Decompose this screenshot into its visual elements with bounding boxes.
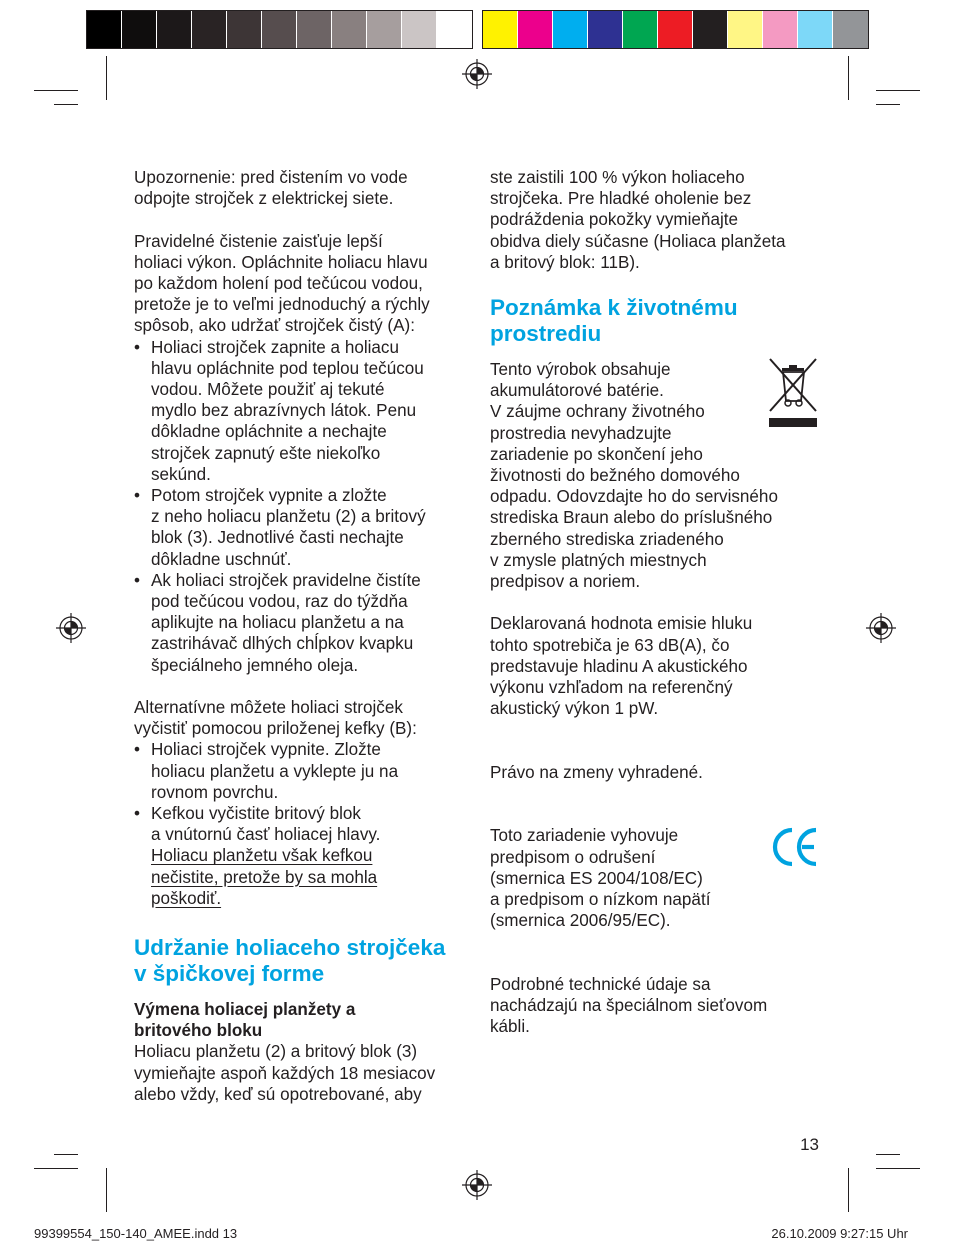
warning-text: Upozornenie: pred čistením vo vode odpojte strojček z elektrickej siete. <box>134 168 408 209</box>
color-swatch <box>87 11 122 48</box>
list-item: • Potom strojček vypnite a zložte z neho holiacu planžetu (2) a britový blok (3). Jednotlivé časti nechajte dôkladne uschnúť. <box>134 485 474 570</box>
color-swatch <box>658 11 693 48</box>
page-number: 13 <box>800 1135 819 1154</box>
registration-mark-icon <box>56 613 86 643</box>
color-swatch <box>693 11 728 48</box>
section-heading-maintenance: Udržanie holiaceho strojčeka v špičkovej forme <box>134 935 446 987</box>
rights-reserved-text: Právo na zmeny vyhradené. <box>490 762 703 782</box>
color-swatch <box>122 11 157 48</box>
color-swatch <box>833 11 868 48</box>
alternative-intro: Alternatívne môžete holiaci strojček vyčistiť pomocou priloženej kefky (B): <box>134 698 417 739</box>
color-swatch <box>332 11 367 48</box>
registration-mark-icon <box>462 1170 492 1200</box>
footer-timestamp: 26.10.2009 9:27:15 Uhr <box>771 1226 908 1241</box>
cleaning-intro: Pravidelné čistenie zaisťuje lepší holiaci výkon. Opláchnite holiacu hlavu po každom holení pod tečúcou vodou, pretože je to veľmi jednoduchý a rýchly spôsob, ako udržať strojček čistý (A): <box>134 231 430 336</box>
color-swatch <box>367 11 402 48</box>
list-item: • Holiaci strojček zapnite a holiacu hlavu opláchnite pod teplou tečúcou vodou. Môžete použiť aj tekuté mydlo bez abrazívnych látok. Penu dôkladne opláchnite a nechajte strojček zapnutý ešte niekoľko sekúnd. <box>134 337 474 485</box>
registration-mark-icon <box>866 613 896 643</box>
replacement-text: Holiacu planžetu (2) a britový blok (3) vymieňajte aspoň každých 18 mesiacov alebo vždy, keď sú opotrebované, aby <box>134 1042 436 1104</box>
color-swatch <box>763 11 798 48</box>
compliance-text: Toto zariadenie vyhovuje predpisom o odrušení (smernica ES 2004/108/EC) a predpisom o nízkom napätí (smernica 2006/95/EC). <box>490 826 711 931</box>
underlined-warning: Holiacu planžetu však kefkou <box>151 846 373 866</box>
footer-file-info: 99399554_150-140_AMEE.indd 13 <box>34 1226 238 1241</box>
color-swatch <box>227 11 262 48</box>
color-swatch <box>437 11 472 48</box>
color-swatch <box>402 11 437 48</box>
section-heading-environment: Poznámka k životnému prostrediu <box>490 295 738 347</box>
color-swatch <box>518 11 553 48</box>
color-swatch <box>297 11 332 48</box>
continuation-text: ste zaistili 100 % výkon holiaceho strojčeka. Pre hladké oholenie bez podráždenia pokožky vymieňajte obidva diely súčasne (Holiaca planžeta a britový blok: 11B). <box>490 168 786 272</box>
list-item: • Kefkou vyčistite britový blok a vnútornú časť holiacej hlavy. Holiacu planžetu však kefkou nečistite, pretože by sa mohla poškodiť. <box>134 803 474 909</box>
color-swatch <box>623 11 658 48</box>
ce-mark-icon <box>768 825 820 869</box>
color-swatch <box>588 11 623 48</box>
registration-mark-icon <box>462 59 492 89</box>
list-item: • Holiaci strojček vypnite. Zložte holiacu planžetu a vyklepte ju na rovnom povrchu. <box>134 739 474 803</box>
color-swatch <box>192 11 227 48</box>
color-swatch <box>553 11 588 48</box>
color-swatch <box>798 11 833 48</box>
process-color-bar <box>482 10 869 49</box>
grayscale-color-bar <box>86 10 473 49</box>
left-column <box>134 167 474 1105</box>
environment-text: Tento výrobok obsahuje akumulátorové batérie. V záujme ochrany životného prostredia nevyhadzujte zariadenie po skončení jeho životnosti do bežného domového odpadu. Odovzdajte ho do servisného strediska Braun alebo do príslušného zberného strediska zriadeného v zmysle platných miestnych predpisov a noriem. <box>490 360 778 592</box>
right-column <box>490 167 820 1037</box>
list-item: • Ak holiaci strojček pravidelne čistíte pod tečúcou vodou, raz do týždňa aplikujte na holiacu planžetu a na zastrihávač dlhých chĺpkov kvapku špeciálneho jemného oleja. <box>134 570 474 676</box>
color-swatch <box>728 11 763 48</box>
weee-crossed-bin-icon <box>768 357 818 429</box>
technical-data-text: Podrobné technické údaje sa nachádzajú na špeciálnom sieťovom kábli. <box>490 974 768 1037</box>
subheading-replacement: Výmena holiacej planžety a britového bloku <box>134 1000 356 1041</box>
color-swatch <box>157 11 192 48</box>
noise-emission-text: Deklarovaná hodnota emisie hluku tohto spotrebiča je 63 dB(A), čo predstavuje hladinu A akustického výkonu vzhľadom na referenčný akustický výkon 1 pW. <box>490 614 753 719</box>
color-swatch <box>483 11 518 48</box>
color-swatch <box>262 11 297 48</box>
